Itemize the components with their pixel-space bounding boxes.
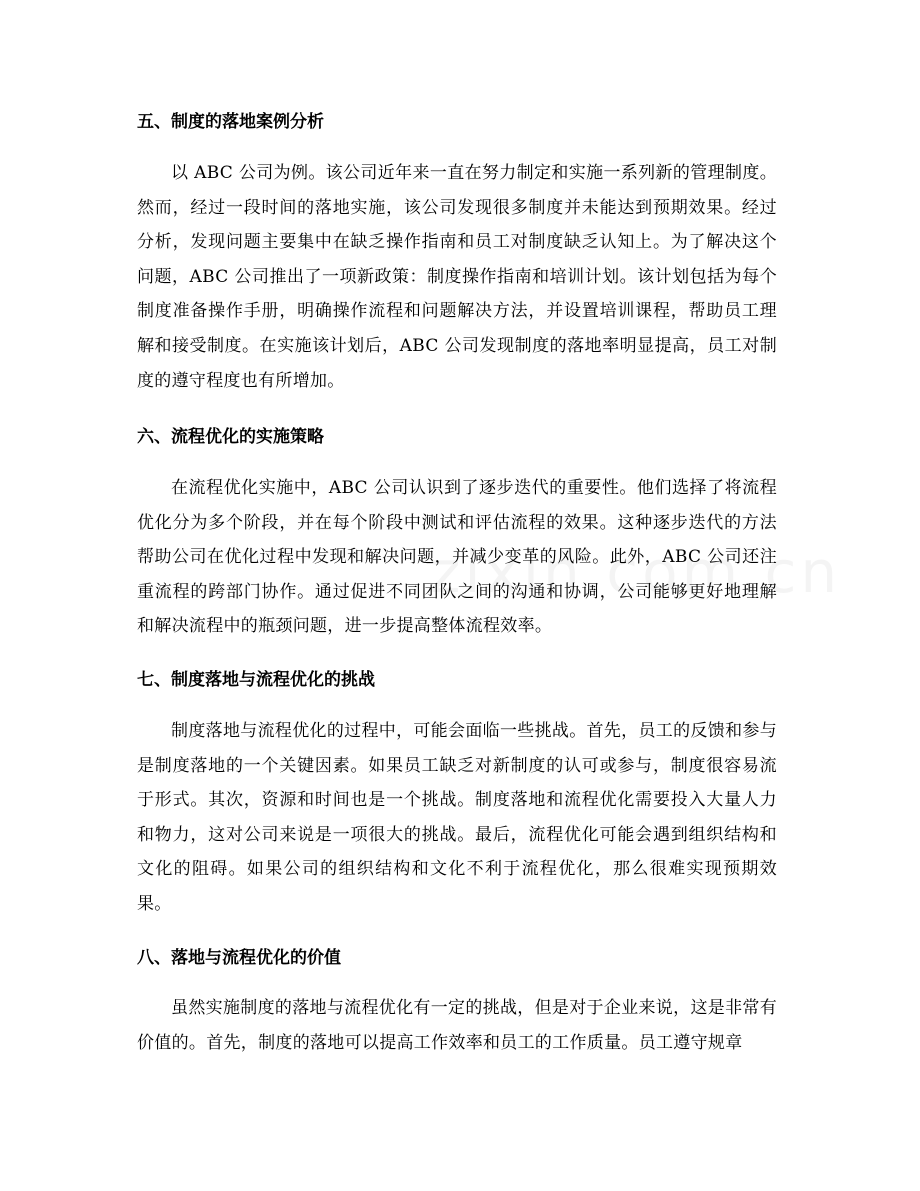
section-8-body [137,991,777,1060]
section-paragraph: 虽然实施制度的落地与流程优化有一定的挑战，但是对于企业来说，这是非常有价值的。首先，制度的落地可以提高工作效率和员工的工作质量。员工遵守规章 [137,998,777,1053]
section-paragraph: 以 ABC 公司为例。该公司近年来一直在努力制定和实施一系列新的管理制度。然而，经过一段时间的落地实施，该公司发现很多制度并未能达到预期效果。经过分析，发现问题主要集中在缺乏操作指南和员工对制度缺乏认知上。为了解决这个问题，ABC 公司推出了一项新政策：制度操作指南和培训计划。该计划包括为每个制度准备操作手册，明确操作流程和问题解决方法，并设置培训课程，帮助员工理解和接受制度。在实施该计划后，ABC 公司发现制度的落地率明显提高，员工对制度的遵守程度也有所增加。 [137,163,777,391]
section-paragraph: 在流程优化实施中，ABC 公司认识到了逐步迭代的重要性。他们选择了将流程优化分为多个阶段，并在每个阶段中测试和评估流程的效果。这种逐步迭代的方法帮助公司在优化过程中发现和解决问题，并减少变革的风险。此外，ABC 公司还注重流程的跨部门协作。通过促进不同团队之间的沟通和协调，公司能够更好地理解和解决流程中的瓶颈问题，进一步提高整体流程效率。 [137,478,777,637]
section-5 [137,110,777,134]
section-heading: 五、制度的落地案例分析 [137,112,324,132]
section-6 [137,425,777,449]
section-heading: 八、落地与流程优化的价值 [137,948,341,968]
section-5-body [137,156,777,398]
section-8 [137,946,777,970]
section-6-body [137,471,777,644]
section-paragraph: 制度落地与流程优化的过程中，可能会面临一些挑战。首先，员工的反馈和参与是制度落地的一个关键因素。如果员工缺乏对新制度的认可或参与，制度很容易流于形式。其次，资源和时间也是一个挑战。制度落地和流程优化需要投入大量人力和物力，这对公司来说是一项很大的挑战。最后，流程优化可能会遇到组织结构和文化的阻碍。如果公司的组织结构和文化不利于流程优化，那么很难实现预期效果。 [137,721,777,914]
section-heading: 六、流程优化的实施策略 [137,427,324,447]
section-7-body [137,714,777,922]
section-heading: 七、制度落地与流程优化的挑战 [137,670,375,690]
section-7 [137,668,777,692]
